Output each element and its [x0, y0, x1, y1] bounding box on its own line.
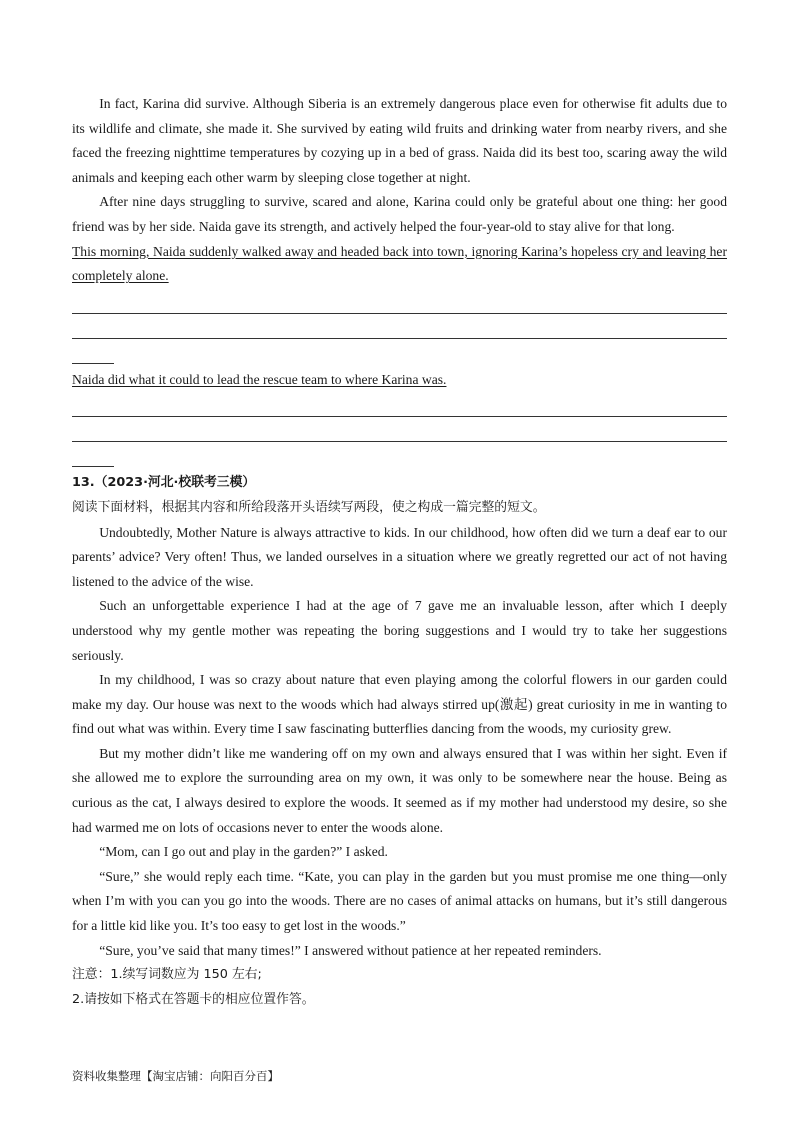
answer-line-short [72, 442, 114, 467]
answer-line [72, 314, 727, 339]
answer-line-short [72, 339, 114, 364]
passage-paragraph-1: In fact, Karina did survive. Although Siberia is an extremely dangerous place even for otherwise fit adults due to its wildlife and climate, she made it. She survived by eating wild fruits and drinking water from nearby rivers, and she faced the freezing nighttime temperatures by cozying up in a bed of grass. Naida did its best too, scaring away the wild animals and keeping each other warm by sleeping close together at night. [72, 96, 727, 185]
story-paragraph: Such an unforgettable experience I had at the age of 7 gave me an invaluable lesson, after which I deeply understood why my gentle mother was repeating the boring suggestions and I would try to take her suggestions seriously. [72, 598, 727, 663]
answer-line [72, 417, 727, 442]
story-paragraph: “Mom, can I go out and play in the garden?” I asked. [99, 844, 388, 860]
answer-line [72, 392, 727, 417]
page-content [72, 92, 727, 1012]
story-paragraph: In my childhood, I was so crazy about nature that even playing among the colorful flowers in our garden could make my day. Our house was next to the woods which had always stirred up(激起) great curiosity in me in wanting to find out what was within. Every time I saw fascinating butterflies dancing from the woods, my curiosity grew. [72, 672, 727, 737]
question-heading: 13.（2023·河北·校联考三模） [72, 475, 256, 491]
continuation-prompt-1: This morning, Naida suddenly walked away and headed back into town, ignoring Karina’s hopeless cry and leaving her completely alone. [72, 243, 727, 284]
note-line-2: 2.请按如下格式在答题卡的相应位置作答。 [72, 991, 315, 1007]
passage-paragraph-2: After nine days struggling to survive, scared and alone, Karina could only be grateful about one thing: her good friend was by her side. Naida gave its strength, and actively helped the four-year-old to stay alive for that long. [72, 194, 727, 234]
question-instruction: 阅读下面材料，根据其内容和所给段落开头语续写两段，使之构成一篇完整的短文。 [72, 499, 546, 515]
answer-line [72, 289, 727, 314]
note-line-1: 注意：1.续写词数应为 150 左右; [72, 967, 262, 983]
story-paragraph: “Sure,” she would reply each time. “Kate, you can play in the garden but you must promise me one thing—only when I’m with you can you go into the woods. There are no cases of animal attacks on humans, but it’s still dangerous for a little kid like you. It’s too easy to get lost in the woods.” [72, 868, 727, 934]
continuation-prompt-2: Naida did what it could to lead the rescue team to where Karina was. [72, 371, 447, 387]
story-paragraph: “Sure, you’ve said that many times!” I answered without patience at her repeated reminders. [99, 942, 602, 958]
page-footer: 资料收集整理【淘宝店铺：向阳百分百】 [72, 1069, 279, 1083]
story-paragraph: But my mother didn’t like me wandering off on my own and always ensured that I was within her sight. Even if she allowed me to explore the surrounding area on my own, it was only to be somewhere near the house. Being as curious as the cat, I always desired to explore the woods. It seemed as if my mother had understood my desire, so she had warmed me on lots of occasions never to enter the woods alone. [72, 745, 727, 835]
story-paragraph: Undoubtedly, Mother Nature is always attractive to kids. In our childhood, how often did we turn a deaf ear to our parents’ advice? Very often! Thus, we landed ourselves in a situation where we greatly regretted our act of not having listened to the advice of the wise. [72, 524, 727, 589]
